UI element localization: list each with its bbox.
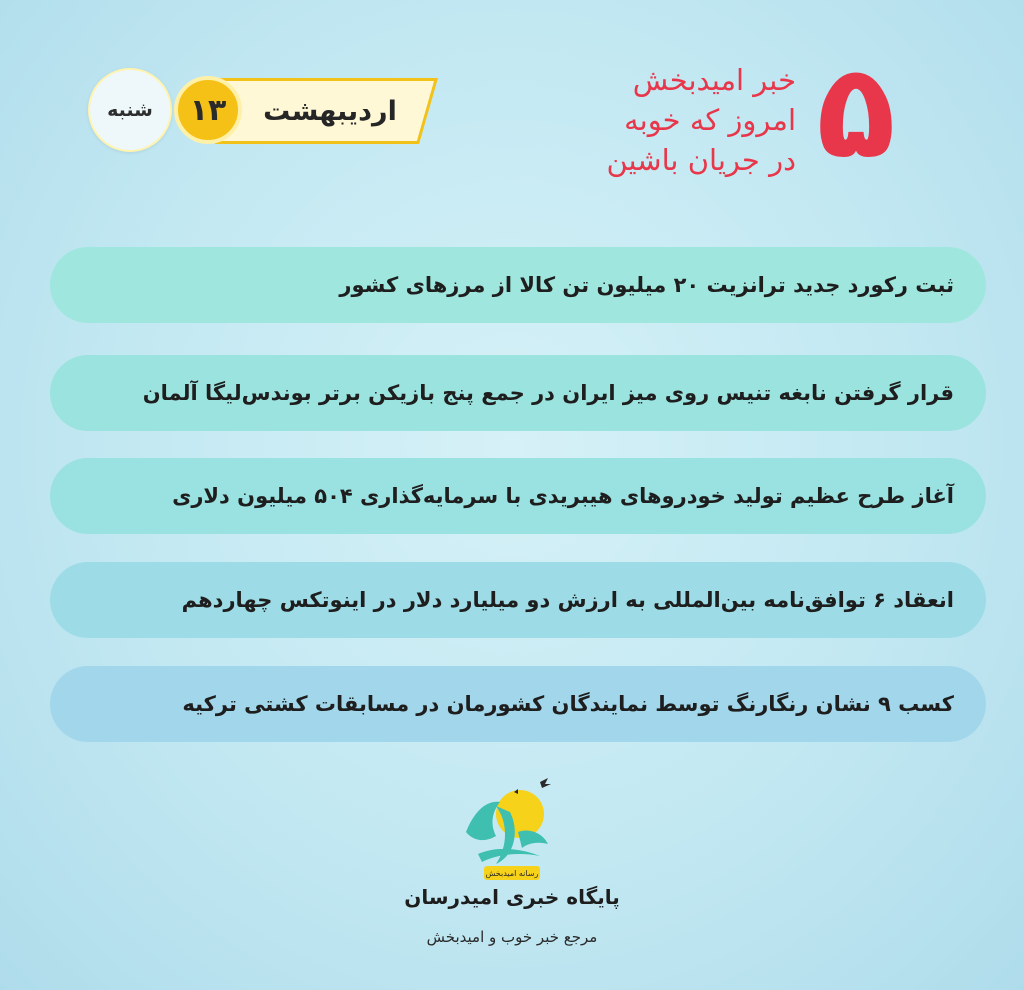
- news-item-3: آغاز طرح عظیم تولید خودروهای هیبریدی با سرمایه‌گذاری ۵۰۴ میلیون دلاری: [50, 458, 986, 534]
- news-item-1: ثبت رکورد جدید ترانزیت ۲۰ میلیون تن کالا از مرزهای کشور: [50, 247, 986, 323]
- headline-number: ۵: [816, 35, 896, 187]
- headline-text: [560, 60, 796, 180]
- month-label: اردیبهشت: [263, 95, 397, 127]
- news-item-5: کسب ۹ نشان رنگارنگ توسط نمایندگان کشورمان در مسابقات کشتی ترکیه: [50, 666, 986, 742]
- bird-icon: [540, 778, 551, 788]
- site-name: پایگاه خبری امیدرسان: [404, 885, 620, 909]
- date-number: ۱۳: [189, 92, 227, 128]
- date-number-badge: [174, 76, 242, 144]
- site-tagline: مرجع خبر خوب و امیدبخش: [426, 928, 598, 946]
- day-name: شنبه: [107, 99, 153, 121]
- headline-line-1: خبر امیدبخش: [632, 63, 796, 97]
- headline-line-3: در جریان باشین: [606, 143, 796, 177]
- headline-line-2: امروز که خوبه: [624, 103, 796, 137]
- day-name-badge: [88, 68, 172, 152]
- logo-tag: رسانه امیدبخش: [484, 866, 540, 880]
- news-item-4: انعقاد ۶ توافق‌نامه بین‌المللی به ارزش دو میلیارد دلار در اینوتکس چهاردهم: [50, 562, 986, 638]
- news-item-2: قرار گرفتن نابغه تنیس روی میز ایران در جمع پنج بازیکن برتر بوندس‌لیگا آلمان: [50, 355, 986, 431]
